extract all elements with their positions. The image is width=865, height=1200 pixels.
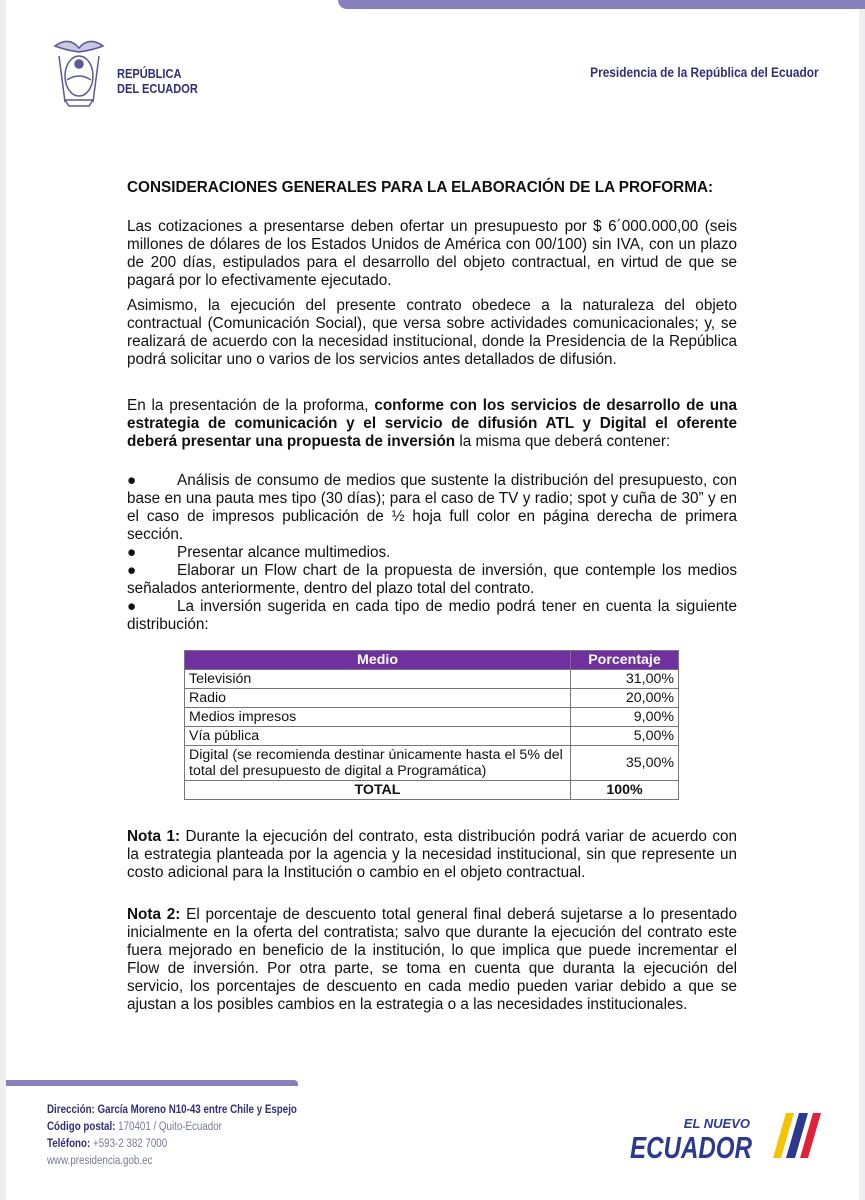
bullet-text: Elaborar un Flow chart de la propuesta de inversión, que contemple los medios señalados anteriormente, dentro del plazo total del contrato. <box>127 562 737 597</box>
table-row <box>185 670 679 689</box>
proposal-bold: conforme con los servicios de desarrollo de una estrategia de comunicación y el servicio de difusión ATL y Digital el oferente deberá presentar una propuesta de inversión <box>127 397 737 450</box>
footer-contact <box>47 1102 297 1170</box>
document-title: CONSIDERACIONES GENERALES PARA LA ELABORACIÓN DE LA PROFORMA: <box>127 179 714 196</box>
note-2 <box>127 906 737 1014</box>
institution-name: Presidencia de la República del Ecuador <box>590 65 819 80</box>
address-label: Dirección: <box>47 1104 95 1116</box>
bullet-text: Análisis de consumo de medios que sustente la distribución del presupuesto, con base en una pauta mes tipo (30 días); para el caso de TV y radio; spot y cuña de 30” y en el caso de impresos publicación de ½ hoja full color en página derecha de primera sección. <box>127 472 737 543</box>
table-row <box>185 727 679 746</box>
medio-cell: Radio <box>185 689 571 708</box>
brand-small-text: EL NUEVO <box>683 1116 750 1131</box>
total-value: 100% <box>571 781 679 800</box>
phone-label: Teléfono: <box>47 1138 91 1150</box>
note-2-text: El porcentaje de descuento total general final deberá sujetarse a lo presentado inicialmente en la oferta del contratista; salvo que durante la ejecución del contrato este fuera mejorado en beneficio de la institución, lo que implica que puede incrementar el Flow de inversión. Por otra parte, se toma en cuenta que duranta la ejecución del servicio, los porcentajes de descuento en cada medio pueden variar debido a que se ajustan a los posibles cambios en la estrategia o a las necesidades institucionales. <box>127 906 737 1013</box>
percent-cell: 5,00% <box>571 727 679 746</box>
proposal-end: la misma que deberá contener: <box>455 433 671 450</box>
table-row <box>185 689 679 708</box>
table-header-row <box>185 651 679 670</box>
bullet-icon: ● <box>127 598 137 615</box>
total-label: TOTAL <box>185 781 571 800</box>
bullet-item <box>127 544 737 562</box>
note-1-text: Durante la ejecución del contrato, esta distribución podrá variar de acuerdo con la estrategia planteada por la agencia y la necesidad institucional, sin que represente un costo adicional para la Institución o cambio en el objeto contractual. <box>127 828 737 881</box>
bullet-item <box>127 598 737 634</box>
bullet-icon: ● <box>127 562 137 579</box>
bullet-text: La inversión sugerida en cada tipo de medio podrá tener en cuenta la siguiente distribución: <box>127 598 737 633</box>
logo-line-1: REPÚBLICA <box>117 66 182 81</box>
footer-bar <box>6 1080 298 1086</box>
phone-value: +593-2 382 7000 <box>90 1138 168 1150</box>
percent-cell: 35,00% <box>571 746 679 781</box>
bullet-icon: ● <box>127 472 137 489</box>
table-row <box>185 708 679 727</box>
header-medio: Medio <box>185 651 571 670</box>
table-row <box>185 746 679 781</box>
footer-website[interactable]: www.presidencia.gob.ec <box>47 1155 153 1167</box>
percent-cell: 9,00% <box>571 708 679 727</box>
footer-address <box>47 1102 297 1119</box>
bullet-text: Presentar alcance multimedios. <box>177 544 391 561</box>
header-porcentaje: Porcentaje <box>571 651 679 670</box>
footer-phone <box>47 1136 297 1153</box>
percent-cell: 31,00% <box>571 670 679 689</box>
note-1 <box>127 828 737 882</box>
bullet-item <box>127 562 737 598</box>
address-value: García Moreno N10-43 entre Chile y Espejo <box>94 1104 297 1116</box>
proposal-intro: En la presentación de la proforma, <box>127 397 375 414</box>
logo-line-2: DEL ECUADOR <box>117 81 198 96</box>
table-total-row <box>185 781 679 800</box>
medio-cell: Televisión <box>185 670 571 689</box>
page-edge-right <box>859 0 865 1200</box>
paragraph-proposal <box>127 397 737 451</box>
bullet-list <box>127 472 737 634</box>
bullet-icon: ● <box>127 544 137 561</box>
bullet-item <box>127 472 737 544</box>
page-edge-left <box>0 0 6 1200</box>
medio-cell: Medios impresos <box>185 708 571 727</box>
paragraph-budget: Las cotizaciones a presentarse deben ofertar un presupuesto por $ 6´000.000,00 (seis millones de dólares de los Estados Unidos de América con 00/100) sin IVA, con un plazo de 200 días, estipulados para el desarrollo del objeto contractual, en virtud de que se pagará por lo efectivamente ejecutado. <box>127 218 737 289</box>
coat-of-arms-icon <box>45 36 113 108</box>
brand-big-text: ECUADOR <box>630 1130 753 1165</box>
postal-value: 170401 / Quito-Ecuador <box>115 1121 222 1133</box>
media-distribution-table <box>184 650 679 800</box>
percent-cell: 20,00% <box>571 689 679 708</box>
el-nuevo-ecuador-logo <box>628 1108 828 1168</box>
medio-cell: Vía pública <box>185 727 571 746</box>
footer-postal <box>47 1119 297 1136</box>
paragraph-execution: Asimismo, la ejecución del presente contrato obedece a la naturaleza del objeto contractual (Comunicación Social), que versa sobre actividades comunicacionales; y, se realizará de acuerdo con la necesidad institucional, donde la Presidencia de la República podrá solicitar uno o varios de los servicios antes detallados de difusión. <box>127 297 737 368</box>
coat-of-arms-logo <box>45 36 212 108</box>
note-1-label: Nota 1: <box>127 828 181 845</box>
postal-label: Código postal: <box>47 1121 116 1133</box>
medio-cell: Digital (se recomienda destinar únicamente hasta el 5% del total del presupuesto de digital a Programática) <box>185 746 571 781</box>
note-2-label: Nota 2: <box>127 906 181 923</box>
header-bar <box>338 0 865 9</box>
